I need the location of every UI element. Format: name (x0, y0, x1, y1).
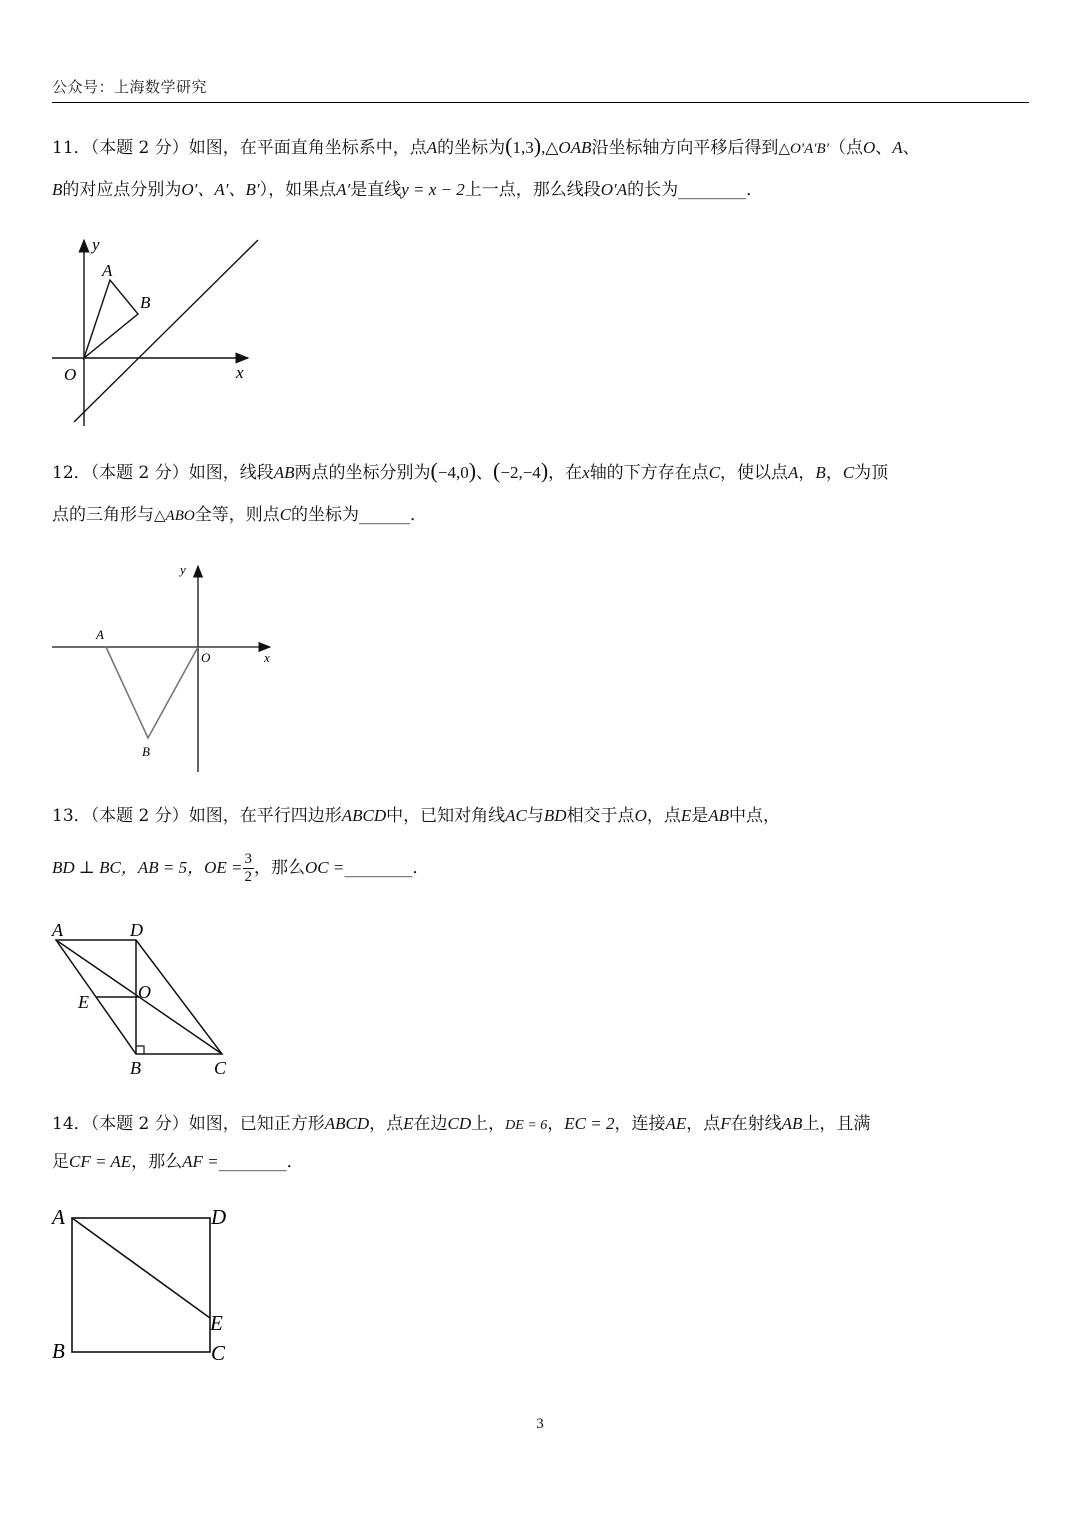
q14-text: 上，且满 (802, 1114, 871, 1134)
q13-text: ，点 (646, 806, 681, 826)
q12-line-2 (52, 503, 427, 528)
q12-text: 为顶 (854, 463, 889, 483)
q14-line-2 (52, 1150, 304, 1174)
q13-diagonal-bd: BD (543, 806, 567, 825)
q11-answer-blank: 的长为________． (627, 180, 764, 200)
q11-triangle (84, 280, 138, 358)
q11-text: 的对应点分别为 (62, 180, 182, 200)
q14-figure (44, 1200, 244, 1370)
q14-label-d: D (211, 1205, 227, 1229)
q14-text: 如图，已知正方形 (188, 1114, 325, 1134)
q11-point-o: O (862, 138, 876, 157)
q11-text: 、 (902, 138, 920, 158)
q12-text: 两点的坐标分别为 (294, 463, 431, 483)
q13-text: 中，已知对角线 (386, 806, 506, 826)
q11-text: 是直线 (350, 180, 402, 200)
q13-line-2 (52, 851, 429, 886)
q13-line-1 (52, 804, 780, 828)
page-number: 3 (536, 1416, 544, 1432)
q14-text: ，点 (686, 1114, 721, 1134)
q11-point-a: A (426, 138, 438, 157)
q12-x: x (582, 463, 590, 482)
q14-label-e: E (210, 1311, 223, 1335)
q12-segments (106, 647, 198, 738)
q13-oc: OC = (305, 858, 345, 877)
q14-condition: CF = AE (69, 1152, 132, 1171)
q11-score: （本题 2 分） (90, 138, 189, 158)
q12-text: 点的三角形与 (52, 505, 154, 525)
q14-answer-blank: ________． (218, 1152, 304, 1172)
q12-figure (40, 558, 290, 778)
q12-point-c: C (842, 463, 855, 482)
q14-text: ，点 (369, 1114, 404, 1134)
q11-point-a-prime: A′ (336, 180, 351, 199)
q12-label-a: A (96, 627, 104, 642)
q12-text: ，使以点 (720, 463, 789, 483)
q12-label-x: x (264, 650, 270, 665)
q12-label-y: y (180, 562, 186, 577)
q14-text: ，连接 (614, 1114, 666, 1134)
q11-point-a: A (892, 138, 903, 157)
q11-text: 、 (875, 138, 893, 158)
q14-score: （本题 2 分） (90, 1114, 189, 1134)
q14-square-shape (72, 1218, 210, 1352)
q13-conditions: BD ⊥ BC，AB = 5，OE = (52, 858, 243, 877)
q11-text: ），如果点 (259, 180, 337, 200)
q11-segment: O′A (600, 180, 628, 199)
q14-ec: EC = 2 (564, 1114, 615, 1133)
q11-figure (40, 232, 280, 432)
q12-score: （本题 2 分） (90, 463, 189, 483)
q13-score: （本题 2 分） (90, 806, 189, 826)
q13-point-o: O (634, 806, 647, 825)
q13-number: 13． (52, 806, 91, 826)
q14-af: AF = (182, 1152, 219, 1171)
q12-line-1: 12．（本题 2 分）如图，线段AB两点的坐标分别为(−4,0)、(−2,−4)，在x轴的下方存在点C，使以点A，B，C为顶 (52, 458, 889, 483)
q14-number: 14． (52, 1114, 91, 1134)
q11-coord-a: 1,3 (512, 138, 534, 157)
q13-fraction-denominator: 2 (244, 869, 252, 885)
q14-text: ，那么 (131, 1152, 183, 1172)
q14-side-cd: CD (447, 1114, 472, 1133)
q13-text: 相交于点 (566, 806, 635, 826)
q13-text: 中点， (729, 806, 781, 826)
q11-label-a: A (102, 261, 113, 280)
q12-text: 轴的下方存在点 (589, 463, 709, 483)
q14-ray-ab: AB (781, 1114, 803, 1133)
q12-point-c: C (279, 505, 292, 524)
q13-side-ab: AB (708, 806, 730, 825)
q13-text: 与 (526, 806, 544, 826)
q12-point-b: B (815, 463, 826, 482)
q12-answer-blank: 的坐标为______． (291, 505, 428, 525)
q12-text: ，在 (548, 463, 583, 483)
q13-text: ，那么 (254, 858, 305, 878)
q13-answer-blank: ________． (344, 858, 430, 878)
q12-text: ， (798, 463, 816, 483)
q11-line-2 (52, 178, 763, 202)
q12-number: 12． (52, 463, 91, 483)
q14-square: ABCD (324, 1114, 370, 1133)
q12-point-c: C (708, 463, 721, 482)
q11-text: 沿坐标轴方向平移后得到 (591, 138, 779, 158)
q14-point-e: E (403, 1114, 414, 1133)
q13-text: 如图，在平行四边形 (188, 806, 342, 826)
q13-point-e: E (680, 806, 692, 825)
q13-text: 是 (691, 806, 709, 826)
q11-line-equation: y = x − 2 (401, 180, 465, 199)
q12-segment-ab: AB (273, 463, 295, 482)
q12-point-a: A (788, 463, 799, 482)
q14-text: 在射线 (730, 1114, 782, 1134)
q13-label-d: D (130, 920, 143, 940)
header-divider (52, 102, 1029, 103)
q13-label-o: O (138, 982, 151, 1002)
page-header: 公众号：上海数学研究 (52, 78, 208, 96)
q12-text: 如图，线段 (188, 463, 274, 483)
q14-line-1 (52, 1112, 870, 1138)
q14-text: ， (547, 1114, 565, 1134)
q11-number: 11． (52, 138, 91, 158)
q14-label-a: A (52, 1205, 65, 1229)
q11-text: 的坐标为 (437, 138, 506, 158)
q13-label-b: B (130, 1058, 141, 1078)
q14-text: 在边 (413, 1114, 448, 1134)
q11-text: （点 (828, 138, 863, 158)
q11-line-1: 11．（本题 2 分）如图，在平面直角坐标系中，点A的坐标为(1,3),△OAB沿坐标轴方向平移后得到△O′A′B′（点O、A、 (52, 133, 920, 158)
q14-point-f: F (720, 1114, 731, 1133)
q13-figure (44, 918, 244, 1083)
q14-text: 上， (471, 1114, 506, 1134)
q12-text: 、 (476, 463, 494, 483)
q11-text: 上一点，那么线段 (464, 180, 601, 200)
q11-text: 如图，在平面直角坐标系中，点 (188, 138, 427, 158)
q14-de: DE = 6 (505, 1118, 548, 1133)
q14-label-b: B (52, 1339, 65, 1363)
q12-triangle-abo: △ABO (154, 508, 195, 524)
q13-right-angle-mark (136, 1046, 144, 1054)
q12-coord-1: −4,0 (437, 463, 469, 482)
q11-triangle-prime: △O′A′B′ (778, 141, 829, 157)
q13-label-a: A (52, 920, 63, 940)
q13-fraction (243, 851, 255, 886)
q14-segment-ae: AE (665, 1114, 687, 1133)
q13-parallelogram: ABCD (341, 806, 387, 825)
q11-label-y: y (92, 235, 100, 254)
q11-label-b: B (140, 293, 151, 312)
q12-text: ， (825, 463, 843, 483)
q11-triangle-oab: △OAB (545, 138, 592, 157)
q12-label-o: O (201, 650, 211, 665)
q11-label-x: x (236, 363, 244, 382)
q14-text: 足 (52, 1152, 69, 1172)
q13-fraction-numerator: 3 (244, 851, 252, 867)
q11-prime-points: O′、A′、B′ (181, 180, 260, 199)
q11-label-o: O (64, 365, 77, 384)
q12-coord-2: −2,−4 (500, 463, 541, 482)
q14-segment-ae-line (72, 1218, 210, 1318)
q13-diagonal-ac: AC (505, 806, 527, 825)
q11-point-b: B (52, 180, 63, 199)
q14-label-c: C (211, 1341, 226, 1365)
q12-label-b: B (142, 744, 150, 759)
q13-label-c: C (214, 1058, 227, 1078)
q13-label-e: E (78, 992, 89, 1012)
q12-text: 全等，则点 (194, 505, 280, 525)
